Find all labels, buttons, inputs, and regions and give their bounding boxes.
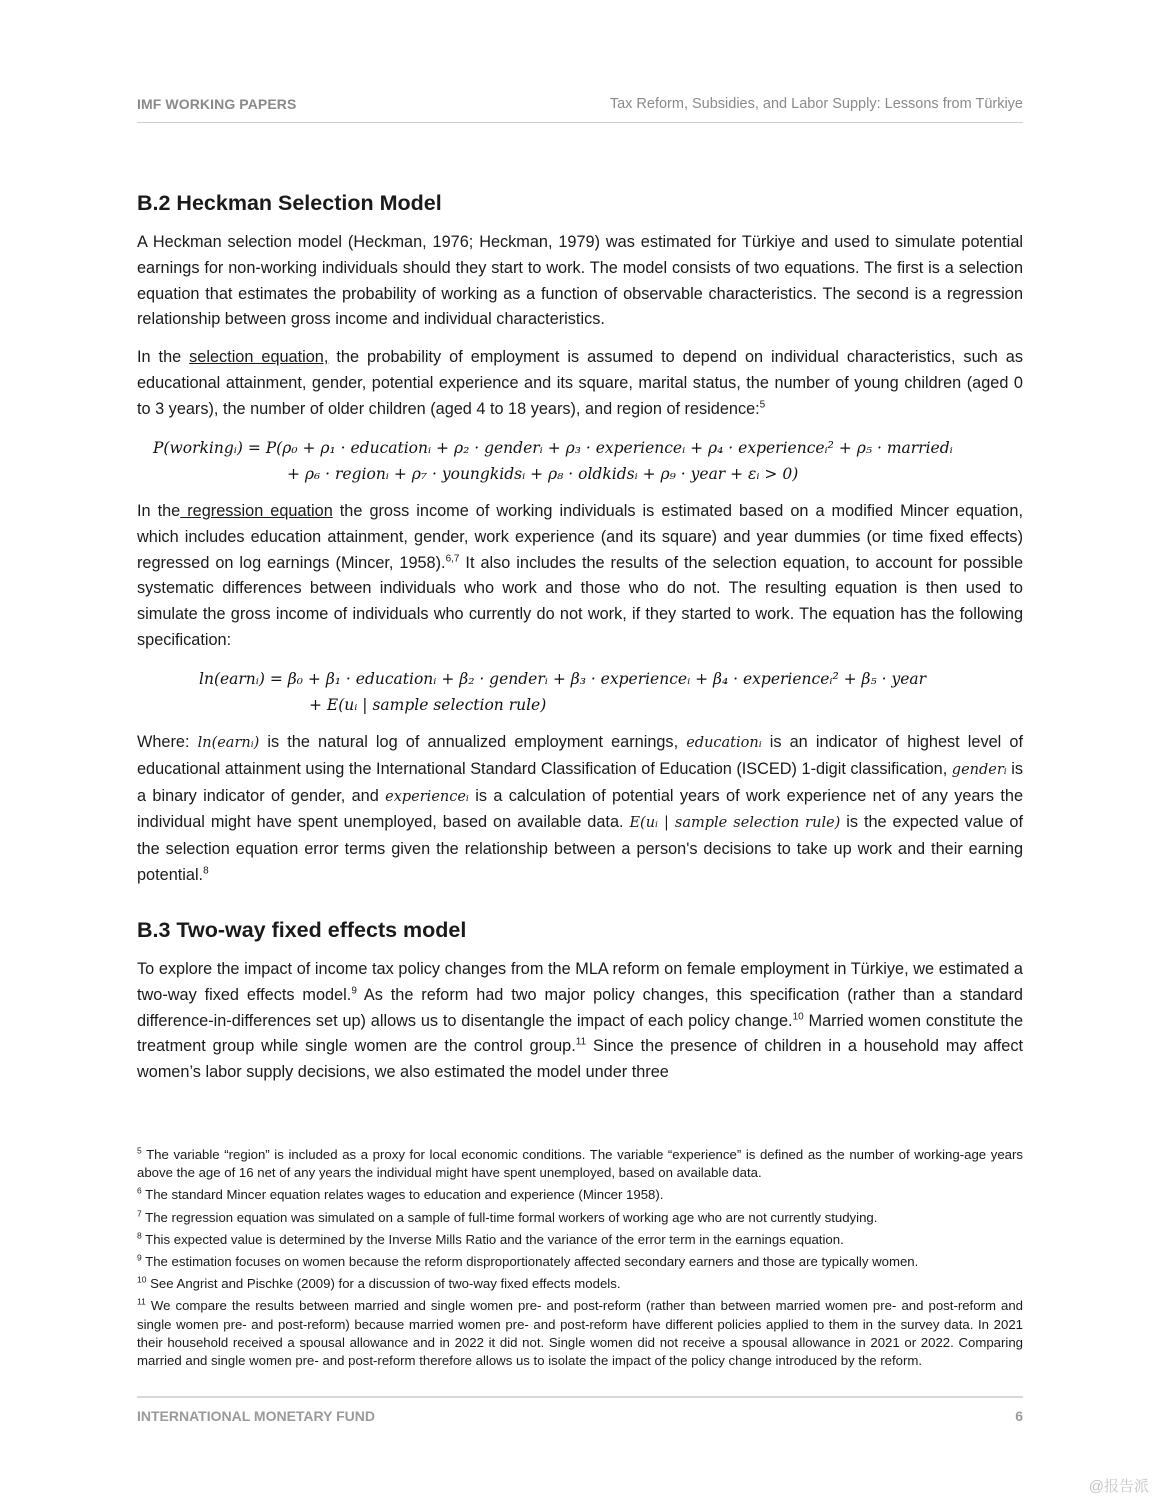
footnotes xyxy=(137,1146,1023,1374)
publisher-name: INTERNATIONAL MONETARY FUND xyxy=(137,1408,375,1424)
footnote-10: $^{10}$ See Angrist and Pischke (2009) for a discussion of two-way fixed effects models. xyxy=(137,1274,621,1292)
footnote-ref-5[interactable]: 5 xyxy=(759,399,766,411)
footnote-7: $^7$ The regression equation was simulated on a sample of full-time formal workers of working age who are not currently studying. xyxy=(137,1208,878,1225)
series-title: IMF WORKING PAPERS xyxy=(137,96,297,112)
page-number: 6 xyxy=(1015,1408,1023,1424)
selection-equation-line-1: P(workingᵢ) = P(ρ₀ + ρ₁ · educationᵢ + ρ₂ · genderᵢ + ρ₃ · experienceᵢ + ρ₄ · experienceᵢ² + ρ₅ · marriedᵢ xyxy=(153,439,953,457)
earnings-equation-line-1: ln(earnᵢ) = β₀ + β₁ · educationᵢ + β₂ · genderᵢ + β₃ · experienceᵢ + β₄ · experienceᵢ² + β₅ · year xyxy=(199,670,927,688)
footnote-6: $^6$ The standard Mincer equation relates wages to education and experience (Mincer 1958). xyxy=(137,1186,664,1203)
footnote-ref-10[interactable]: 10 xyxy=(792,1011,804,1023)
footnote-5: $^5$ The variable “region” is included as a proxy for local economic conditions. The variable “experience” is defined as the number of working-age years above the age of 16 net of any years the individual might have spent unemployed, based on available data. xyxy=(137,1145,1023,1181)
footnote-9: $^9$ The estimation focuses on women because the reform disproportionately affected secondary earners and those are typically women. xyxy=(137,1252,919,1270)
paper-title: Tax Reform, Subsidies, and Labor Supply: Lessons from Türkiye xyxy=(609,96,1023,112)
footnote-8: $^8$ This expected value is determined by the Inverse Mills Ratio and the variance of the error term in the earnings equation. xyxy=(137,1230,844,1247)
regression-equation-term: regression equation xyxy=(180,502,333,520)
paragraph-variable-definitions: Where: ln(earnᵢ) is the natural log of annualized employment earnings, educationᵢ is an indicator of highest level of educational attainment using the International Standard Classification of Education (ISCED) 1-digit classification, genderᵢ is a binary indicator of gender, and experienceᵢ is a calculation of potential years of work experience net of any years the individual might have spent unemployed, based on available data. E(uᵢ | sample selection rule) is the expected value of the selection equation error terms given the relationship between a person's decisions to take up work and their earning potential.$^8$ xyxy=(137,733,1024,884)
running-header xyxy=(137,96,1023,123)
running-footer xyxy=(137,1396,1023,1428)
section-heading-b3: B.3 Two-way fixed effects model xyxy=(137,918,467,942)
footnote-ref-8[interactable]: 8 xyxy=(203,865,209,877)
paragraph-regression-equation: In the regression equation the gross income of working individuals is estimated based on a modified Mincer equation, which includes education attainment, gender, work experience (and its square) and year dummies (or time fixed effects) regressed on log earnings (Mincer, 1958).$^{6,7}$ It also includes the results of the selection equation, to account for possible systematic differences between individuals who work and those who do not. The resulting equation is then used to simulate the gross income of individuals who currently do not work, if they started to work. The equation has the following specification: xyxy=(137,502,1023,649)
paragraph-selection-equation: In the selection equation, the probability of employment is assumed to depend on individual characteristics, such as educational attainment, gender, potential experience and its square, marital status, the number of young children (aged 0 to 3 years), the number of older children (aged 4 to 18 years), and region of residence:$^5$ xyxy=(137,348,1023,418)
watermark: @报告派 xyxy=(1088,1478,1149,1495)
footnote-ref-11[interactable]: 11 xyxy=(575,1036,587,1048)
selection-equation-line-2: + ρ₆ · regionᵢ + ρ₇ · youngkidsᵢ + ρ₈ · oldkidsᵢ + ρ₉ · year + εᵢ > 0) xyxy=(287,465,799,483)
section-heading-b2: B.2 Heckman Selection Model xyxy=(137,191,442,215)
footnote-11: $^{11}$ We compare the results between married and single women pre- and post-reform (rather than between married women pre- and post-reform and single women pre- and post-reform) because married women pre- and post-reform have different policies applied to them in the survey data. In 2021 their household received a spousal allowance and in 2022 it did not. Single women did not receive a spousal allowance in 2021 or 2022. Comparing married and single women pre- and post-reform therefore allows us to isolate the impact of the policy change introduced by the reform. xyxy=(137,1297,1023,1369)
paragraph-heckman-intro: A Heckman selection model (Heckman, 1976; Heckman, 1979) was estimated for Türkiye and used to simulate potential earnings for non-working individuals should they start to work. The model consists of two equations. The first is a selection equation that estimates the probability of working as a function of observable characteristics. The second is a regression relationship between gross income and individual characteristics. xyxy=(137,233,1023,329)
footnote-ref-6-7[interactable]: 6,7 xyxy=(445,553,460,565)
selection-equation-term: selection equation, xyxy=(189,348,329,366)
earnings-equation-line-2: + E(uᵢ | sample selection rule) xyxy=(309,696,547,714)
paragraph-two-way-fixed-effects: To explore the impact of income tax policy changes from the MLA reform on female employment in Türkiye, we estimated a two-way fixed effects model.$^9$ As the reform had two major policy changes, this specification (rather than a standard difference-in-differences set up) allows us to disentangle the impact of each policy change.$^{10}$ Married women constitute the treatment group while single women are the control group.$^{11}$ Since the presence of children in a household may affect women’s labor supply decisions, we also estimated the model under three xyxy=(137,960,1024,1082)
footnote-ref-9[interactable]: 9 xyxy=(351,985,357,997)
